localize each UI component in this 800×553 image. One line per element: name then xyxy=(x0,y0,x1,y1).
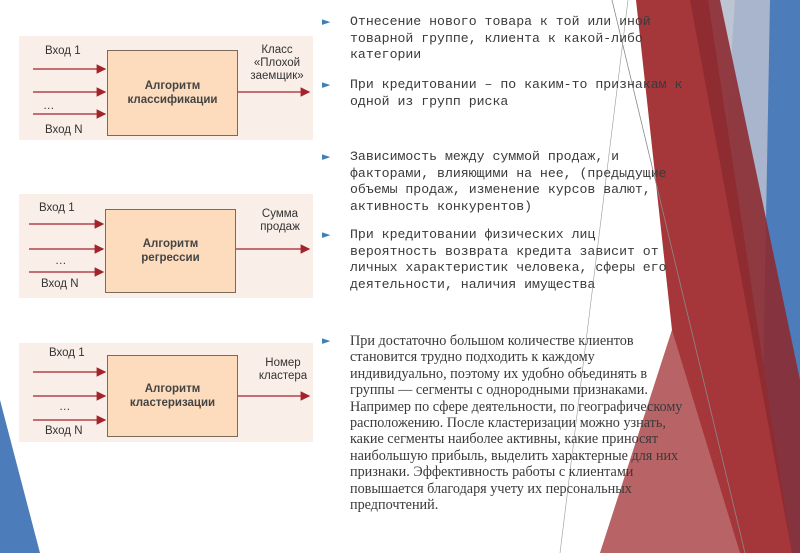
input-dots-label: … xyxy=(59,401,71,413)
bullet-text-1: Отнесение нового товара к той или иной товарной группе, клиента к какой-либо категории xyxy=(350,14,651,62)
bullet-text-2: При кредитовании – по каким-то признакам к одной из групп риска xyxy=(350,77,683,109)
input-last-label: Вход N xyxy=(45,124,83,136)
input-dots-label: … xyxy=(55,255,67,267)
algorithm-label: Алгоритм классификации xyxy=(127,80,218,106)
algorithm-label: Алгоритм регрессии xyxy=(141,238,200,264)
output-label: Класс «Плохой заемщик» xyxy=(250,44,304,82)
output-label: Сумма продаж xyxy=(260,208,300,233)
bullet-arrow-icon: ► xyxy=(322,334,331,347)
bullet-arrow-icon: ► xyxy=(322,15,331,28)
bullet-text-3: Зависимость между суммой продаж, и факторами, влияющими на нее, (предыдущие объемы продаж, изменение курсов валют, активность конкурентов) xyxy=(350,149,667,214)
input-last-label: Вход N xyxy=(41,278,79,290)
input-last-label: Вход N xyxy=(45,425,83,437)
diagram-clustering xyxy=(19,343,313,442)
algorithm-label: Алгоритм кластеризации xyxy=(129,383,216,409)
input-first-label: Вход 1 xyxy=(49,347,85,359)
output-label: Номер кластера xyxy=(258,357,308,382)
bullet-arrow-icon: ► xyxy=(322,228,331,241)
bullet-text-5: При достаточно большом количестве клиентов становится трудно подходить к каждому индивидуально, поэтому их удобно объединять в группы — сегменты с однородными признаками. Например по сфере деятельности, по географическому расположению. После кластеризации можно узнать, какие сегменты наиболее активны, какие приносят наибольшую прибыль, выделить характерные для них признаки. Эффективность работы с клиентами повышается благодаря учету их персональных предпочтений. xyxy=(350,333,683,514)
diagram-regression xyxy=(19,194,313,298)
input-first-label: Вход 1 xyxy=(39,202,75,214)
bullet-arrow-icon: ► xyxy=(322,150,331,163)
input-first-label: Вход 1 xyxy=(45,45,81,57)
diagram-classification xyxy=(19,36,313,140)
algorithm-box xyxy=(107,50,238,136)
algorithm-box xyxy=(107,355,238,437)
input-dots-label: … xyxy=(43,100,55,112)
bullet-text-4: При кредитовании физических лиц вероятность возврата кредита зависит от личных характеристик человека, сферы его деятельности, наличия имущества xyxy=(350,227,667,292)
algorithm-box xyxy=(105,209,236,293)
bullet-arrow-icon: ► xyxy=(322,78,331,91)
